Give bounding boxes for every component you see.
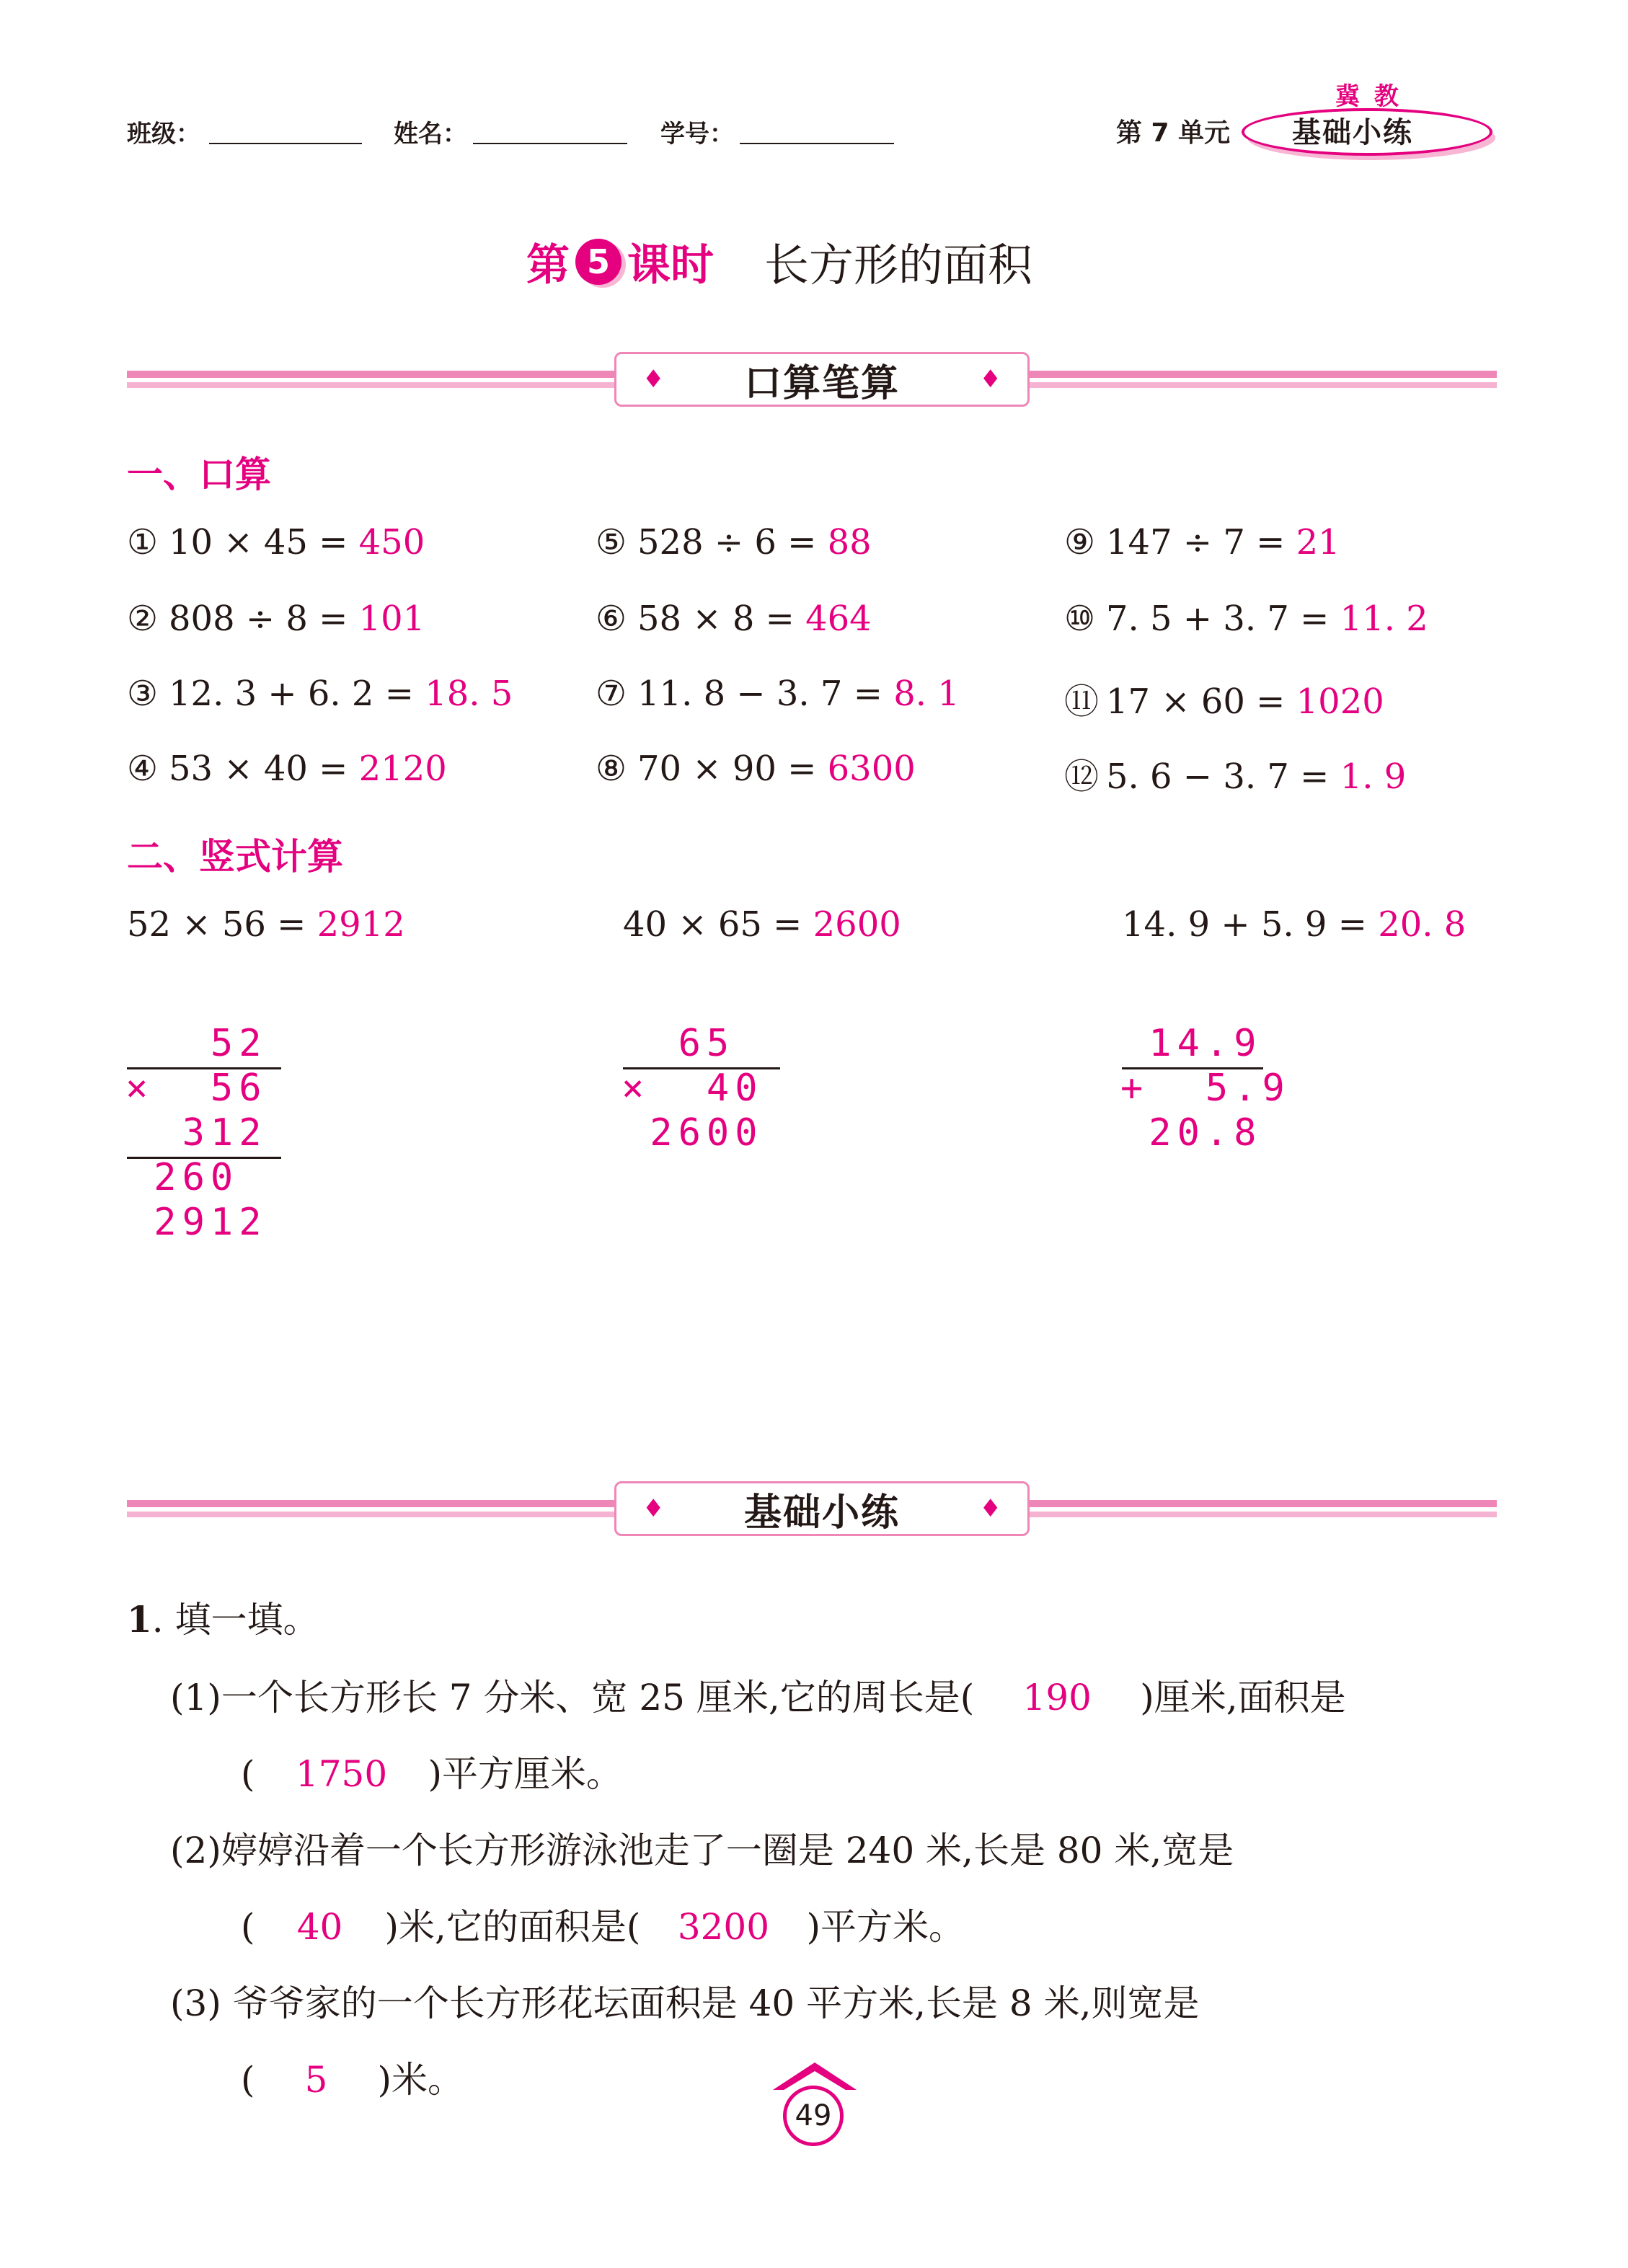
oral-item: ⑪ 17 × 60 = 1020 xyxy=(1064,681,1384,722)
vertical-problem-2: 40 × 65 = 2600 xyxy=(623,904,901,945)
question-1-3: (3) 爷爷家的一个长方形花坛面积是 40 平方米,长是 8 米,则宽是 xyxy=(170,1982,1200,2024)
oral-item: ② 808 ÷ 8 = 101 xyxy=(127,599,425,639)
vertical-calc-heading: 二、竖式计算 xyxy=(127,836,343,878)
edition-label: 冀 教 xyxy=(1335,82,1402,111)
vertical-working-1: 52 × 56 312 260 2912 xyxy=(125,1022,267,1244)
vertical-working-2: 65 × 40 2600 xyxy=(621,1022,764,1155)
question-1-title: 1. 填一填。 xyxy=(127,1598,319,1641)
oral-item: ⑧ 70 × 90 = 6300 xyxy=(596,749,916,789)
oral-heading: 一、口算 xyxy=(127,454,271,495)
name-label: 姓名： xyxy=(394,120,467,149)
answer-blank[interactable]: 3200 xyxy=(677,1906,770,1948)
question-1-1-cont: ( 1750 )平方厘米。 xyxy=(241,1753,623,1795)
answer-blank[interactable]: 190 xyxy=(1022,1677,1092,1718)
diamond-icon: ♦ xyxy=(979,1494,1001,1523)
answer-blank[interactable]: 40 xyxy=(296,1906,343,1948)
vertical-problem-3: 14. 9 + 5. 9 = 20. 8 xyxy=(1122,904,1466,945)
lesson-number: 5 xyxy=(575,239,621,285)
name-blank[interactable] xyxy=(473,143,627,144)
oral-item: ⑨ 147 ÷ 7 = 21 xyxy=(1064,522,1340,562)
class-blank[interactable] xyxy=(209,143,362,144)
working-line xyxy=(623,1067,780,1069)
question-1-2-cont: ( 40 )米,它的面积是( 3200 )平方米。 xyxy=(241,1906,965,1948)
section-banner-basic-practice xyxy=(614,1481,1030,1536)
oral-item: ⑩ 7. 5 + 3. 7 = 11. 2 xyxy=(1064,599,1428,639)
vertical-problem-1: 52 × 56 = 2912 xyxy=(127,904,405,945)
diamond-icon: ♦ xyxy=(642,365,665,394)
diamond-icon: ♦ xyxy=(642,1494,665,1523)
class-label: 班级： xyxy=(127,120,200,149)
unit-label: 第 7 单元 xyxy=(1116,118,1231,148)
question-1-3-cont: ( 5 )米。 xyxy=(241,2059,464,2101)
lesson-prefix: 第 xyxy=(526,239,570,291)
section-banner-oral-written xyxy=(614,352,1030,407)
oral-item: ① 10 × 45 = 450 xyxy=(127,522,425,562)
working-line xyxy=(127,1157,281,1159)
working-line xyxy=(127,1067,281,1069)
oral-item: ⑦ 11. 8 − 3. 7 = 8. 1 xyxy=(596,674,960,714)
question-1-2: (2)婷婷沿着一个长方形游泳池走了一圈是 240 米,长是 80 米,宽是 xyxy=(170,1830,1234,1871)
oral-item: ④ 53 × 40 = 2120 xyxy=(127,749,447,789)
working-line xyxy=(1122,1067,1263,1069)
oral-item: ⑤ 528 ÷ 6 = 88 xyxy=(596,522,872,562)
oral-item: ③ 12. 3 + 6. 2 = 18. 5 xyxy=(127,674,513,714)
question-1-1: (1)一个长方形长 7 分米、宽 25 厘米,它的周长是( 190 )厘米,面积是 xyxy=(170,1677,1346,1718)
lesson-suffix: 课时 xyxy=(627,239,714,291)
diamond-icon: ♦ xyxy=(979,365,1001,394)
page-number: 49 xyxy=(783,2086,844,2146)
lesson-heading xyxy=(526,229,1032,294)
vertical-working-3: 14.9 + 5.9 20.8 xyxy=(1120,1022,1291,1155)
student-id-blank[interactable] xyxy=(740,143,894,144)
answer-blank[interactable]: 1750 xyxy=(295,1753,388,1795)
answer-blank[interactable]: 5 xyxy=(304,2059,328,2101)
student-id-label: 学号： xyxy=(660,120,734,149)
banner-title: 基础小练 xyxy=(743,1491,900,1535)
brand-name: 基础小练 xyxy=(1292,116,1413,149)
banner-title: 口算笔算 xyxy=(743,361,900,405)
oral-item: ⑥ 58 × 8 = 464 xyxy=(596,599,872,639)
oral-item: ⑫ 5. 6 − 3. 7 = 1. 9 xyxy=(1064,756,1407,797)
lesson-title: 长方形的面积 xyxy=(764,239,1033,291)
